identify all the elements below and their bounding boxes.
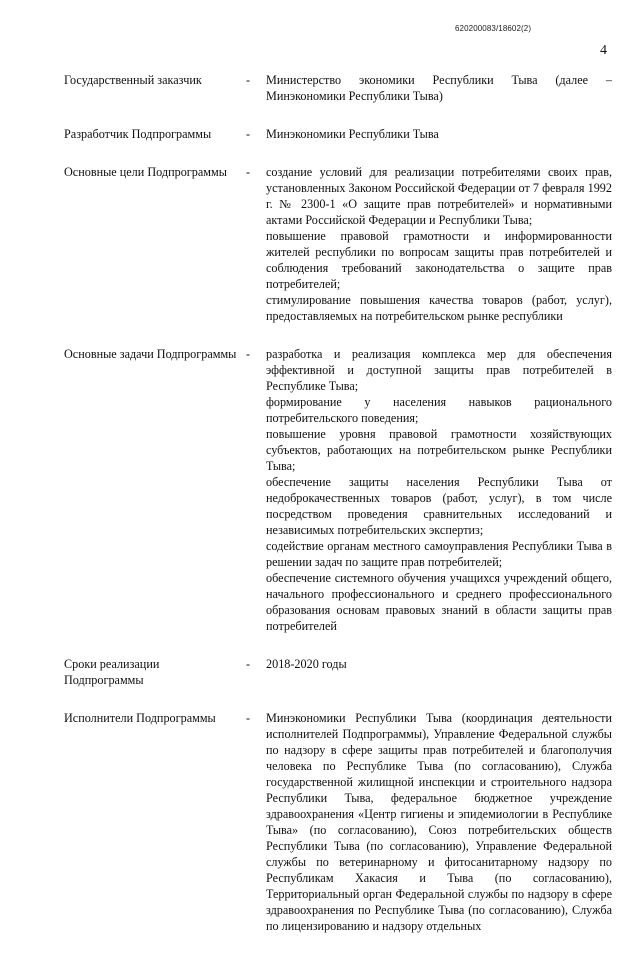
row-value [266, 72, 612, 104]
row-label: Исполнители Подпрограммы [64, 711, 216, 725]
row-dash: - [246, 127, 251, 141]
row-label: Сроки реализации Подпрограммы [64, 657, 160, 687]
paragraph: содействие органам местного самоуправления Республики Тыва в решении задач по защите прав потребителей; [266, 539, 612, 569]
row-dash: - [246, 347, 251, 361]
row-main-tasks [64, 346, 612, 634]
row-label: Основные задачи Подпрограммы [64, 347, 237, 361]
row-developer [64, 126, 612, 142]
row-value [266, 656, 612, 688]
paragraph: обеспечение системного обучения учащихся учреждений общего, начального профессионального и среднего профессионального образования основам правовых знаний в области защиты прав потребителей [266, 571, 612, 633]
page-number: 4 [600, 43, 607, 58]
passport-table [64, 72, 612, 956]
paragraph: Минэкономики Республики Тыва (координация деятельности исполнителей Подпрограммы), Управление Федеральной службы по надзору в сфере защиты прав потребителей и благополучия человека по Республике Тыва (по согласованию), Служба государственной жилищной инспекции и строительного надзора Республики Тыва, федеральное бюджетное учреждение здравоохранения «Центр гигиены и эпидемиологии в Республике Тыва» (по согласованию), Союз потребительских обществ Республики Тыва (по согласованию), Управление Федеральной службы по ветеринарному и фитосанитарному надзору по Республикам Хакасия и Тыва (по согласованию), Территориальный орган Федеральной службы по надзору в сфере здравоохранения по Республике Тыва (по согласованию), Служба по лицензированию и надзору отдельных [266, 711, 612, 933]
row-label: Государственный заказчик [64, 73, 202, 87]
row-executors [64, 710, 612, 934]
paragraph: создание условий для реализации потребителями своих прав, установленных Законом Российской Федерации от 7 февраля 1992 г. № 2300-1 «О защите прав потребителей» и нормативными актами Российской Федерации и Республики Тыва; [266, 165, 612, 227]
paragraph: Минэкономики Республики Тыва [266, 127, 439, 141]
row-dash: - [246, 165, 251, 179]
row-value [266, 710, 612, 934]
row-value [266, 126, 612, 142]
row-dash: - [246, 711, 251, 725]
row-label: Разработчик Подпрограммы [64, 127, 212, 141]
row-dash: - [246, 657, 251, 671]
paragraph: Министерство экономики Республики Тыва (далее – Минэкономики Республики Тыва) [266, 73, 612, 103]
row-value [266, 346, 612, 634]
row-value [266, 164, 612, 324]
paragraph: разработка и реализация комплекса мер для обеспечения эффективной и доступной защиты прав потребителей в Республике Тыва; [266, 347, 612, 393]
row-label: Основные цели Подпрограммы [64, 165, 227, 179]
row-timeline [64, 656, 612, 688]
row-dash: - [246, 73, 251, 87]
paragraph: формирование у населения навыков рационального потребительского поведения; [266, 395, 612, 425]
paragraph: повышение уровня правовой грамотности хозяйствующих субъектов, работающих на потребительском рынке Республики Тыва; [266, 427, 612, 473]
paragraph: 2018-2020 годы [266, 657, 347, 671]
paragraph: стимулирование повышения качества товаров (работ, услуг), предоставляемых на потребительском рынке республики [266, 293, 612, 323]
row-state-customer [64, 72, 612, 104]
paragraph: повышение правовой грамотности и информированности жителей республики по вопросам защиты прав потребителей и соблюдения требований законодательства о защите прав потребителей; [266, 229, 612, 291]
document-id: 620200083/18602(2) [455, 24, 532, 33]
paragraph: обеспечение защиты населения Республики Тыва от недоброкачественных товаров (работ, услуг), в том числе посредством проведения сравнительных исследований и независимых потребительских экспертиз; [266, 475, 612, 537]
row-main-goals [64, 164, 612, 324]
